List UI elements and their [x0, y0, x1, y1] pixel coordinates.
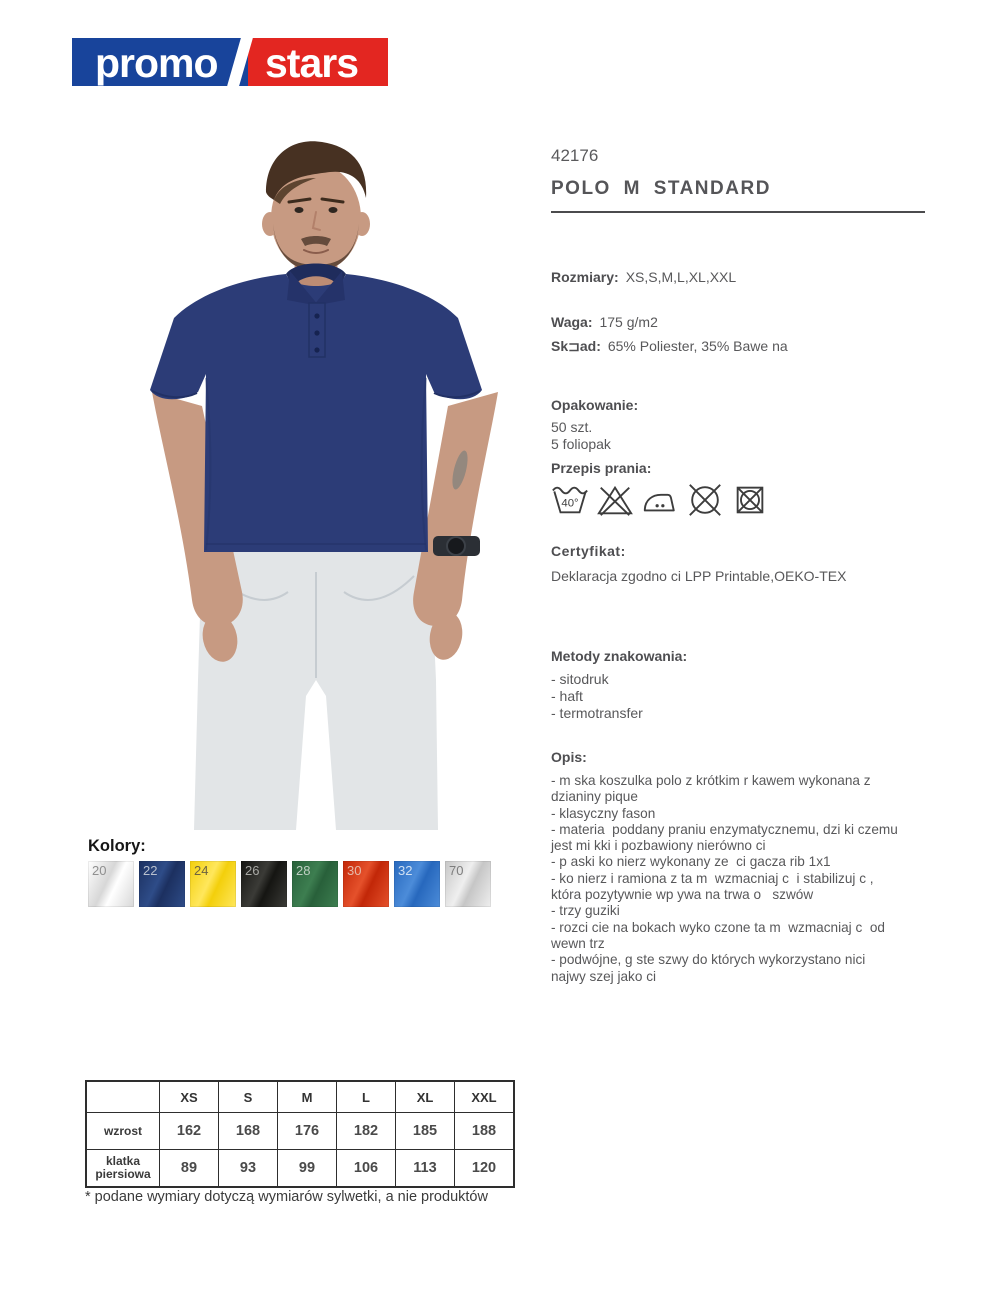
- table-cell: 182: [337, 1113, 396, 1150]
- product-code: 42176: [551, 146, 599, 165]
- table-cell: 120: [455, 1150, 515, 1187]
- weight-value: 175 g/m2: [599, 314, 658, 330]
- certificate-value: Deklaracja zgodno ci LPP Printable,OEKO-TEX: [551, 568, 847, 584]
- description-line: która pozytywnie wp ywa na trwa o szwów: [551, 887, 814, 903]
- table-cell: 93: [219, 1150, 278, 1187]
- size-table-header: M: [278, 1081, 337, 1113]
- size-table-header: S: [219, 1081, 278, 1113]
- title-divider: [551, 211, 925, 213]
- composition-row: [551, 338, 951, 355]
- description-line: - materia poddany praniu enzymatycznemu, dzi ki czemu: [551, 821, 898, 837]
- packaging-line: 5 foliopak: [551, 436, 611, 452]
- do-not-tumble-dry-icon: [731, 481, 769, 519]
- description-line: - p aski ko nierz wykonany ze ci gacza rib 1x1: [551, 854, 831, 870]
- sizes-value: XS,S,M,L,XL,XXL: [625, 269, 737, 285]
- size-table-header: XXL: [455, 1081, 515, 1113]
- description-line: dzianiny pique: [551, 789, 638, 805]
- color-swatch-28: 28: [292, 861, 338, 907]
- colors-label: Kolory:: [88, 837, 146, 855]
- table-cell: 89: [160, 1150, 219, 1187]
- size-table-header: L: [337, 1081, 396, 1113]
- description-line: - trzy guziki: [551, 903, 620, 919]
- size-table: [85, 1080, 515, 1188]
- description-line: - klasyczny fason: [551, 805, 656, 821]
- description-text: [551, 773, 951, 985]
- iron-two-dots-icon: [641, 481, 679, 519]
- description-label: Opis:: [551, 749, 587, 765]
- packaging-values: [551, 419, 951, 453]
- table-cell: 162: [160, 1113, 219, 1150]
- color-swatch-24: 24: [190, 861, 236, 907]
- logo-stars-part: stars: [248, 38, 388, 86]
- sizes-row: [551, 269, 951, 285]
- color-swatch-20: 20: [88, 861, 134, 907]
- description-line: jest mi kki i pozbawiony nierówno ci: [551, 838, 766, 854]
- color-swatch-30: 30: [343, 861, 389, 907]
- marking-method: - haft: [551, 688, 583, 704]
- composition-value: 65% Poliester, 35% Bawe na: [607, 338, 788, 354]
- size-table-corner: [86, 1081, 160, 1113]
- row-label: klatka piersiowa: [86, 1150, 160, 1187]
- size-table-header: XL: [396, 1081, 455, 1113]
- color-swatch-70: 70: [445, 861, 491, 907]
- table-cell: 106: [337, 1150, 396, 1187]
- table-cell: 185: [396, 1113, 455, 1150]
- marking-method: - termotransfer: [551, 705, 643, 721]
- table-cell: 188: [455, 1113, 515, 1150]
- composition-label: Sk⊐ad:: [551, 338, 601, 354]
- product-title: POLO M STANDARD: [551, 178, 771, 199]
- product-photo: [140, 140, 510, 830]
- description-line: - rozci cie na bokach wyko czone ta m wzmacniaj c od: [551, 919, 885, 935]
- marking-methods: [551, 671, 951, 722]
- packaging-label: Opakowanie:: [551, 397, 639, 413]
- table-row: [86, 1150, 514, 1187]
- description-line: - ko nierz i ramiona z ta m wzmacniaj c i stabilizuj c ,: [551, 870, 874, 886]
- row-label: wzrost: [86, 1113, 160, 1150]
- marking-label: Metody znakowania:: [551, 648, 688, 664]
- logo-promo-part: promo: [72, 38, 248, 86]
- wash-40-icon: [551, 481, 589, 519]
- marking-method: - sitodruk: [551, 671, 609, 687]
- weight-row: [551, 314, 951, 330]
- description-line: - podwójne, g ste szwy do których wykorzystano nici: [551, 952, 866, 968]
- color-swatch-22: 22: [139, 861, 185, 907]
- size-table-header: XS: [160, 1081, 219, 1113]
- size-table-footnote: * podane wymiary dotyczą wymiarów sylwetki, a nie produktów: [85, 1189, 488, 1205]
- description-line: - m ska koszulka polo z krótkim r kawem wykonana z: [551, 773, 871, 788]
- color-swatch-32: 32: [394, 861, 440, 907]
- care-icons: [551, 481, 769, 519]
- table-row: [86, 1113, 514, 1150]
- color-swatch-26: 26: [241, 861, 287, 907]
- color-swatches: [88, 861, 491, 907]
- packaging-line: 50 szt.: [551, 419, 593, 435]
- description-line: wewn trz: [551, 935, 605, 951]
- do-not-bleach-icon: [596, 481, 634, 519]
- table-cell: 99: [278, 1150, 337, 1187]
- description-line: najwy szej jako ci: [551, 968, 657, 984]
- size-table-header-row: [86, 1081, 514, 1113]
- certificate-label: Certyfikat:: [551, 543, 626, 559]
- table-cell: 113: [396, 1150, 455, 1187]
- svg-text:40°: 40°: [561, 497, 579, 510]
- weight-label: Waga:: [551, 314, 593, 330]
- do-not-dry-clean-icon: [686, 481, 724, 519]
- table-cell: 176: [278, 1113, 337, 1150]
- table-cell: 168: [219, 1113, 278, 1150]
- sizes-label: Rozmiary:: [551, 269, 619, 285]
- promostars-logo: [72, 38, 388, 86]
- washing-label: Przepis prania:: [551, 460, 652, 476]
